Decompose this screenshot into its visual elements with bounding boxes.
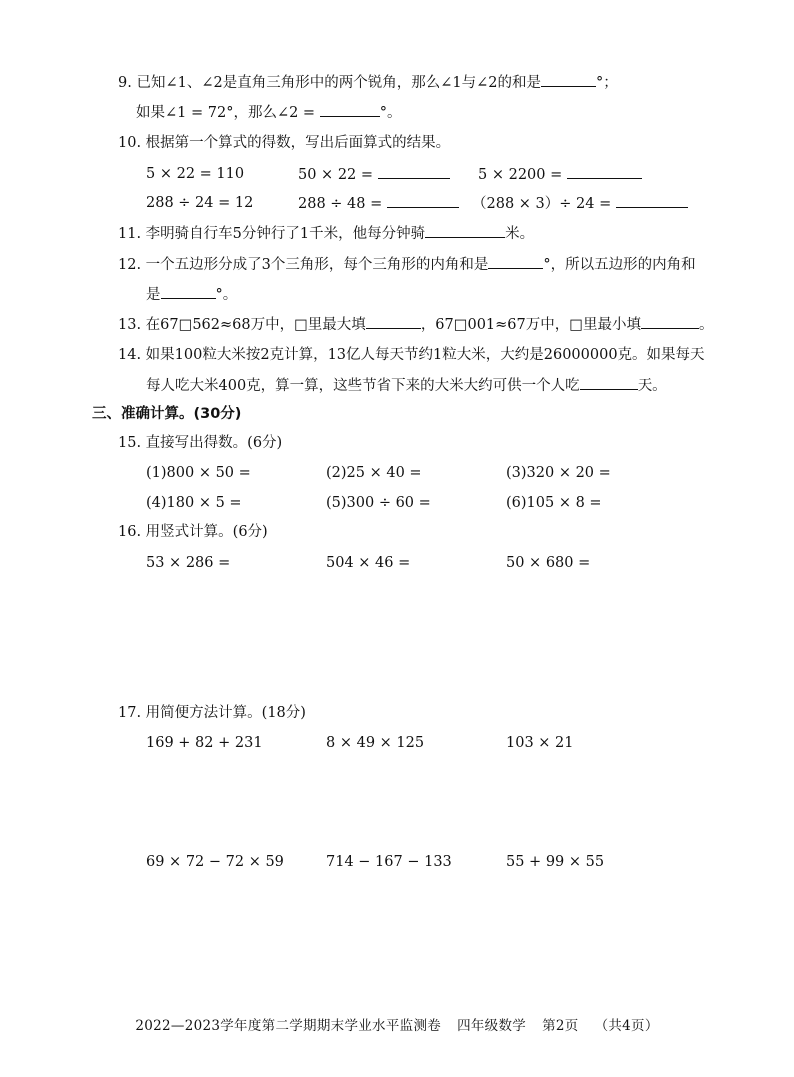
q12-line2: [146, 284, 237, 305]
q10-r1-c3: 5 × 2200 =: [478, 164, 642, 185]
q17-line: [118, 703, 306, 723]
q15-item-3: (3)320 × 20 =: [506, 465, 611, 481]
q14-line2: [146, 375, 667, 396]
q12-blank1[interactable]: [488, 254, 543, 269]
q10-line: [118, 133, 450, 153]
q12-number: 12.: [118, 257, 142, 273]
q11-line: [118, 223, 534, 244]
q15-line: [118, 433, 282, 453]
q10-r1-c2: 50 × 22 =: [298, 164, 450, 185]
section3-title: 三、准确计算。(30分): [92, 406, 242, 422]
q10-r2-c3: （288 × 3）÷ 24 =: [472, 193, 688, 214]
q9-unit1: °；: [595, 75, 618, 91]
q11-number: 11.: [118, 226, 142, 242]
q15-text: 直接写出得数。(6分): [145, 435, 283, 451]
q13-text3: 。: [698, 317, 714, 333]
q14-blank[interactable]: [580, 375, 638, 390]
q16-line: [118, 522, 268, 542]
q15-item-1: (1)800 × 50 =: [146, 465, 251, 481]
q10-text: 根据第一个算式的得数，写出后面算式的结果。: [145, 135, 451, 151]
q10-r1-c1: 5 × 22 = 110: [146, 166, 245, 182]
q14-line1: [118, 345, 705, 365]
q14-number: 14.: [118, 347, 142, 363]
q16-text: 用竖式计算。(6分): [145, 524, 268, 540]
page-footer: [0, 1014, 794, 1034]
q15-item-2: (2)25 × 40 =: [326, 465, 422, 481]
q13-text2: ，67□001≈67万中，□里最小填: [420, 317, 641, 333]
q15-item-4: (4)180 × 5 =: [146, 495, 242, 511]
q17-text: 用简便方法计算。(18分): [145, 705, 306, 721]
q9-text: 已知∠1、∠2是直角三角形中的两个锐角，那么∠1与∠2的和是: [136, 75, 541, 91]
q14-text: 如果100粒大米按2克计算，13亿人每天节约1粒大米，大约是26000000克。如果每天: [145, 347, 705, 363]
q14-unit: 天。: [637, 378, 667, 394]
q9-unit2: °。: [379, 105, 402, 121]
q15-item-5: (5)300 ÷ 60 =: [326, 495, 431, 511]
q9-number: 9.: [118, 75, 132, 91]
q9-blank2[interactable]: [320, 102, 380, 117]
q16-item-2: 504 × 46 =: [326, 555, 411, 571]
q12-unit: °。: [215, 287, 238, 303]
footer-page-number: 第2页: [542, 1018, 579, 1034]
q11-blank[interactable]: [425, 223, 505, 238]
q17-item-2: 8 × 49 × 125: [326, 735, 425, 751]
q10-r2-c1: 288 ÷ 24 = 12: [146, 195, 254, 211]
q10-r2-c2: 288 ÷ 48 =: [298, 193, 459, 214]
q9-line2: [136, 102, 401, 123]
q13-text1: 在67□562≈68万中，□里最大填: [145, 317, 366, 333]
footer-subject: 四年级数学: [457, 1018, 527, 1034]
q13-blank2[interactable]: [641, 314, 699, 329]
q12-blank2[interactable]: [161, 284, 216, 299]
q13-line: [118, 314, 713, 335]
q9-line1: [118, 72, 618, 93]
footer-exam-title: 2022—2023学年度第二学期期末学业水平监测卷: [135, 1018, 442, 1034]
q10-blank2[interactable]: [567, 164, 642, 179]
q12-line1: [118, 254, 696, 275]
q17-item-4: 69 × 72 − 72 × 59: [146, 854, 284, 870]
q17-item-3: 103 × 21: [506, 735, 574, 751]
q10-blank1[interactable]: [378, 164, 450, 179]
q15-item-6: (6)105 × 8 =: [506, 495, 602, 511]
q17-item-6: 55 + 99 × 55: [506, 854, 605, 870]
q15-number: 15.: [118, 435, 142, 451]
q10-blank3[interactable]: [387, 193, 459, 208]
q13-number: 13.: [118, 317, 142, 333]
q11-unit: 米。: [505, 226, 535, 242]
q11-text: 李明骑自行车5分钟行了1千米，他每分钟骑: [145, 226, 426, 242]
q12-text2: 是: [146, 287, 161, 303]
q16-item-3: 50 × 680 =: [506, 555, 591, 571]
q17-number: 17.: [118, 705, 142, 721]
q14-text2: 每人吃大米400克，算一算，这些节省下来的大米大约可供一个人吃: [146, 378, 580, 394]
q13-blank1[interactable]: [366, 314, 421, 329]
q17-item-1: 169 + 82 + 231: [146, 735, 263, 751]
q12-mid: °，所以五边形的内角和: [543, 257, 696, 273]
q10-number: 10.: [118, 135, 142, 151]
q10-blank4[interactable]: [616, 193, 688, 208]
q17-item-5: 714 − 167 − 133: [326, 854, 452, 870]
q16-item-1: 53 × 286 =: [146, 555, 231, 571]
q16-number: 16.: [118, 524, 142, 540]
footer-total-pages: （共4页）: [594, 1018, 659, 1034]
q12-text: 一个五边形分成了3个三角形，每个三角形的内角和是: [145, 257, 489, 273]
q9-blank1[interactable]: [541, 72, 596, 87]
q9-text2: 如果∠1 = 72°，那么∠2 =: [136, 105, 316, 121]
